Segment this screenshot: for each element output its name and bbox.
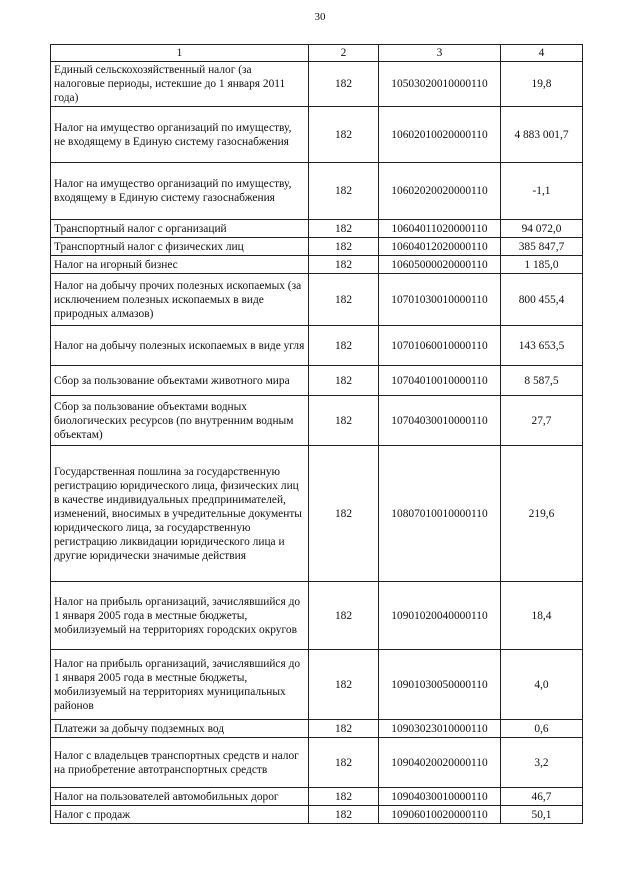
revenue-name: Налог на имущество организаций по имуществу, не входящему в Единую систему газоснабжения — [51, 107, 309, 163]
budget-class-code: 10602020020000110 — [379, 163, 501, 220]
budget-class-code: 10704010010000110 — [379, 366, 501, 396]
admin-code: 182 — [309, 238, 379, 256]
revenue-name: Единый сельскохозяйственный налог (за налоговые периоды, истекшие до 1 января 2011 года) — [51, 62, 309, 107]
amount: 1 185,0 — [501, 256, 583, 274]
budget-class-code: 10904030010000110 — [379, 788, 501, 806]
revenue-name: Транспортный налог с организаций — [51, 220, 309, 238]
table-row — [51, 256, 583, 274]
admin-code: 182 — [309, 256, 379, 274]
revenue-table — [50, 44, 583, 824]
revenue-name: Налог на добычу полезных ископаемых в виде угля — [51, 326, 309, 366]
budget-class-code: 10602010020000110 — [379, 107, 501, 163]
budget-class-code: 10906010020000110 — [379, 806, 501, 824]
revenue-name: Сбор за пользование объектами водных биологических ресурсов (по внутренним водным объектам) — [51, 396, 309, 446]
amount: 19,8 — [501, 62, 583, 107]
admin-code: 182 — [309, 788, 379, 806]
admin-code: 182 — [309, 806, 379, 824]
amount: 219,6 — [501, 446, 583, 582]
admin-code: 182 — [309, 107, 379, 163]
header-col-4: 4 — [501, 45, 583, 62]
table-row — [51, 396, 583, 446]
budget-class-code: 10704030010000110 — [379, 396, 501, 446]
amount: 94 072,0 — [501, 220, 583, 238]
table-row — [51, 446, 583, 582]
admin-code: 182 — [309, 274, 379, 326]
budget-class-code: 10701060010000110 — [379, 326, 501, 366]
budget-class-code: 10604012020000110 — [379, 238, 501, 256]
revenue-name: Налог на прибыль организаций, зачислявшийся до 1 января 2005 года в местные бюджеты, мобилизуемый на территориях муниципальных районов — [51, 650, 309, 720]
admin-code: 182 — [309, 396, 379, 446]
budget-class-code: 10503020010000110 — [379, 62, 501, 107]
revenue-name: Налог на добычу прочих полезных ископаемых (за исключением полезных ископаемых в виде природных алмазов) — [51, 274, 309, 326]
revenue-name: Налог на игорный бизнес — [51, 256, 309, 274]
header-col-3: 3 — [379, 45, 501, 62]
admin-code: 182 — [309, 582, 379, 650]
admin-code: 182 — [309, 720, 379, 738]
revenue-name: Налог на прибыль организаций, зачислявшийся до 1 января 2005 года в местные бюджеты, мобилизуемый на территориях городских округов — [51, 582, 309, 650]
table-row — [51, 806, 583, 824]
budget-class-code: 10904020020000110 — [379, 738, 501, 788]
table-row — [51, 738, 583, 788]
table-row — [51, 274, 583, 326]
admin-code: 182 — [309, 220, 379, 238]
revenue-name: Транспортный налог с физических лиц — [51, 238, 309, 256]
budget-class-code: 10901020040000110 — [379, 582, 501, 650]
table-row — [51, 62, 583, 107]
header-col-2: 2 — [309, 45, 379, 62]
admin-code: 182 — [309, 163, 379, 220]
admin-code: 182 — [309, 738, 379, 788]
budget-class-code: 10901030050000110 — [379, 650, 501, 720]
revenue-name: Налог на имущество организаций по имуществу, входящему в Единую систему газоснабжения — [51, 163, 309, 220]
amount: 4 883 001,7 — [501, 107, 583, 163]
table-row — [51, 788, 583, 806]
budget-class-code: 10903023010000110 — [379, 720, 501, 738]
table-row — [51, 220, 583, 238]
amount: 800 455,4 — [501, 274, 583, 326]
amount: 3,2 — [501, 738, 583, 788]
amount: 8 587,5 — [501, 366, 583, 396]
amount: 385 847,7 — [501, 238, 583, 256]
table-row — [51, 650, 583, 720]
amount: 0,6 — [501, 720, 583, 738]
revenue-name: Налог с продаж — [51, 806, 309, 824]
table-row — [51, 238, 583, 256]
admin-code: 182 — [309, 650, 379, 720]
budget-class-code: 10807010010000110 — [379, 446, 501, 582]
admin-code: 182 — [309, 366, 379, 396]
table-row — [51, 163, 583, 220]
table-row — [51, 366, 583, 396]
header-col-1: 1 — [51, 45, 309, 62]
amount: 50,1 — [501, 806, 583, 824]
admin-code: 182 — [309, 62, 379, 107]
table-row — [51, 326, 583, 366]
revenue-name: Сбор за пользование объектами животного мира — [51, 366, 309, 396]
budget-class-code: 10701030010000110 — [379, 274, 501, 326]
table-row — [51, 107, 583, 163]
amount: 4,0 — [501, 650, 583, 720]
admin-code: 182 — [309, 446, 379, 582]
amount: 18,4 — [501, 582, 583, 650]
budget-class-code: 10604011020000110 — [379, 220, 501, 238]
admin-code: 182 — [309, 326, 379, 366]
table-row — [51, 720, 583, 738]
page-number: 30 — [314, 11, 326, 23]
amount: 27,7 — [501, 396, 583, 446]
amount: 143 653,5 — [501, 326, 583, 366]
amount: 46,7 — [501, 788, 583, 806]
table-row — [51, 582, 583, 650]
amount: -1,1 — [501, 163, 583, 220]
revenue-name: Платежи за добычу подземных вод — [51, 720, 309, 738]
revenue-name: Налог на пользователей автомобильных дорог — [51, 788, 309, 806]
table-header-row — [51, 45, 583, 62]
revenue-name: Государственная пошлина за государственную регистрацию юридического лица, физических лиц в качестве индивидуальных предпринимателей, изменений, вносимых в учредительные документы юридического лица, за государственную регистрацию ликвидации юридического лица и другие юридически значимые действия — [51, 446, 309, 582]
revenue-name: Налог с владельцев транспортных средств и налог на приобретение автотранспортных средств — [51, 738, 309, 788]
budget-class-code: 10605000020000110 — [379, 256, 501, 274]
